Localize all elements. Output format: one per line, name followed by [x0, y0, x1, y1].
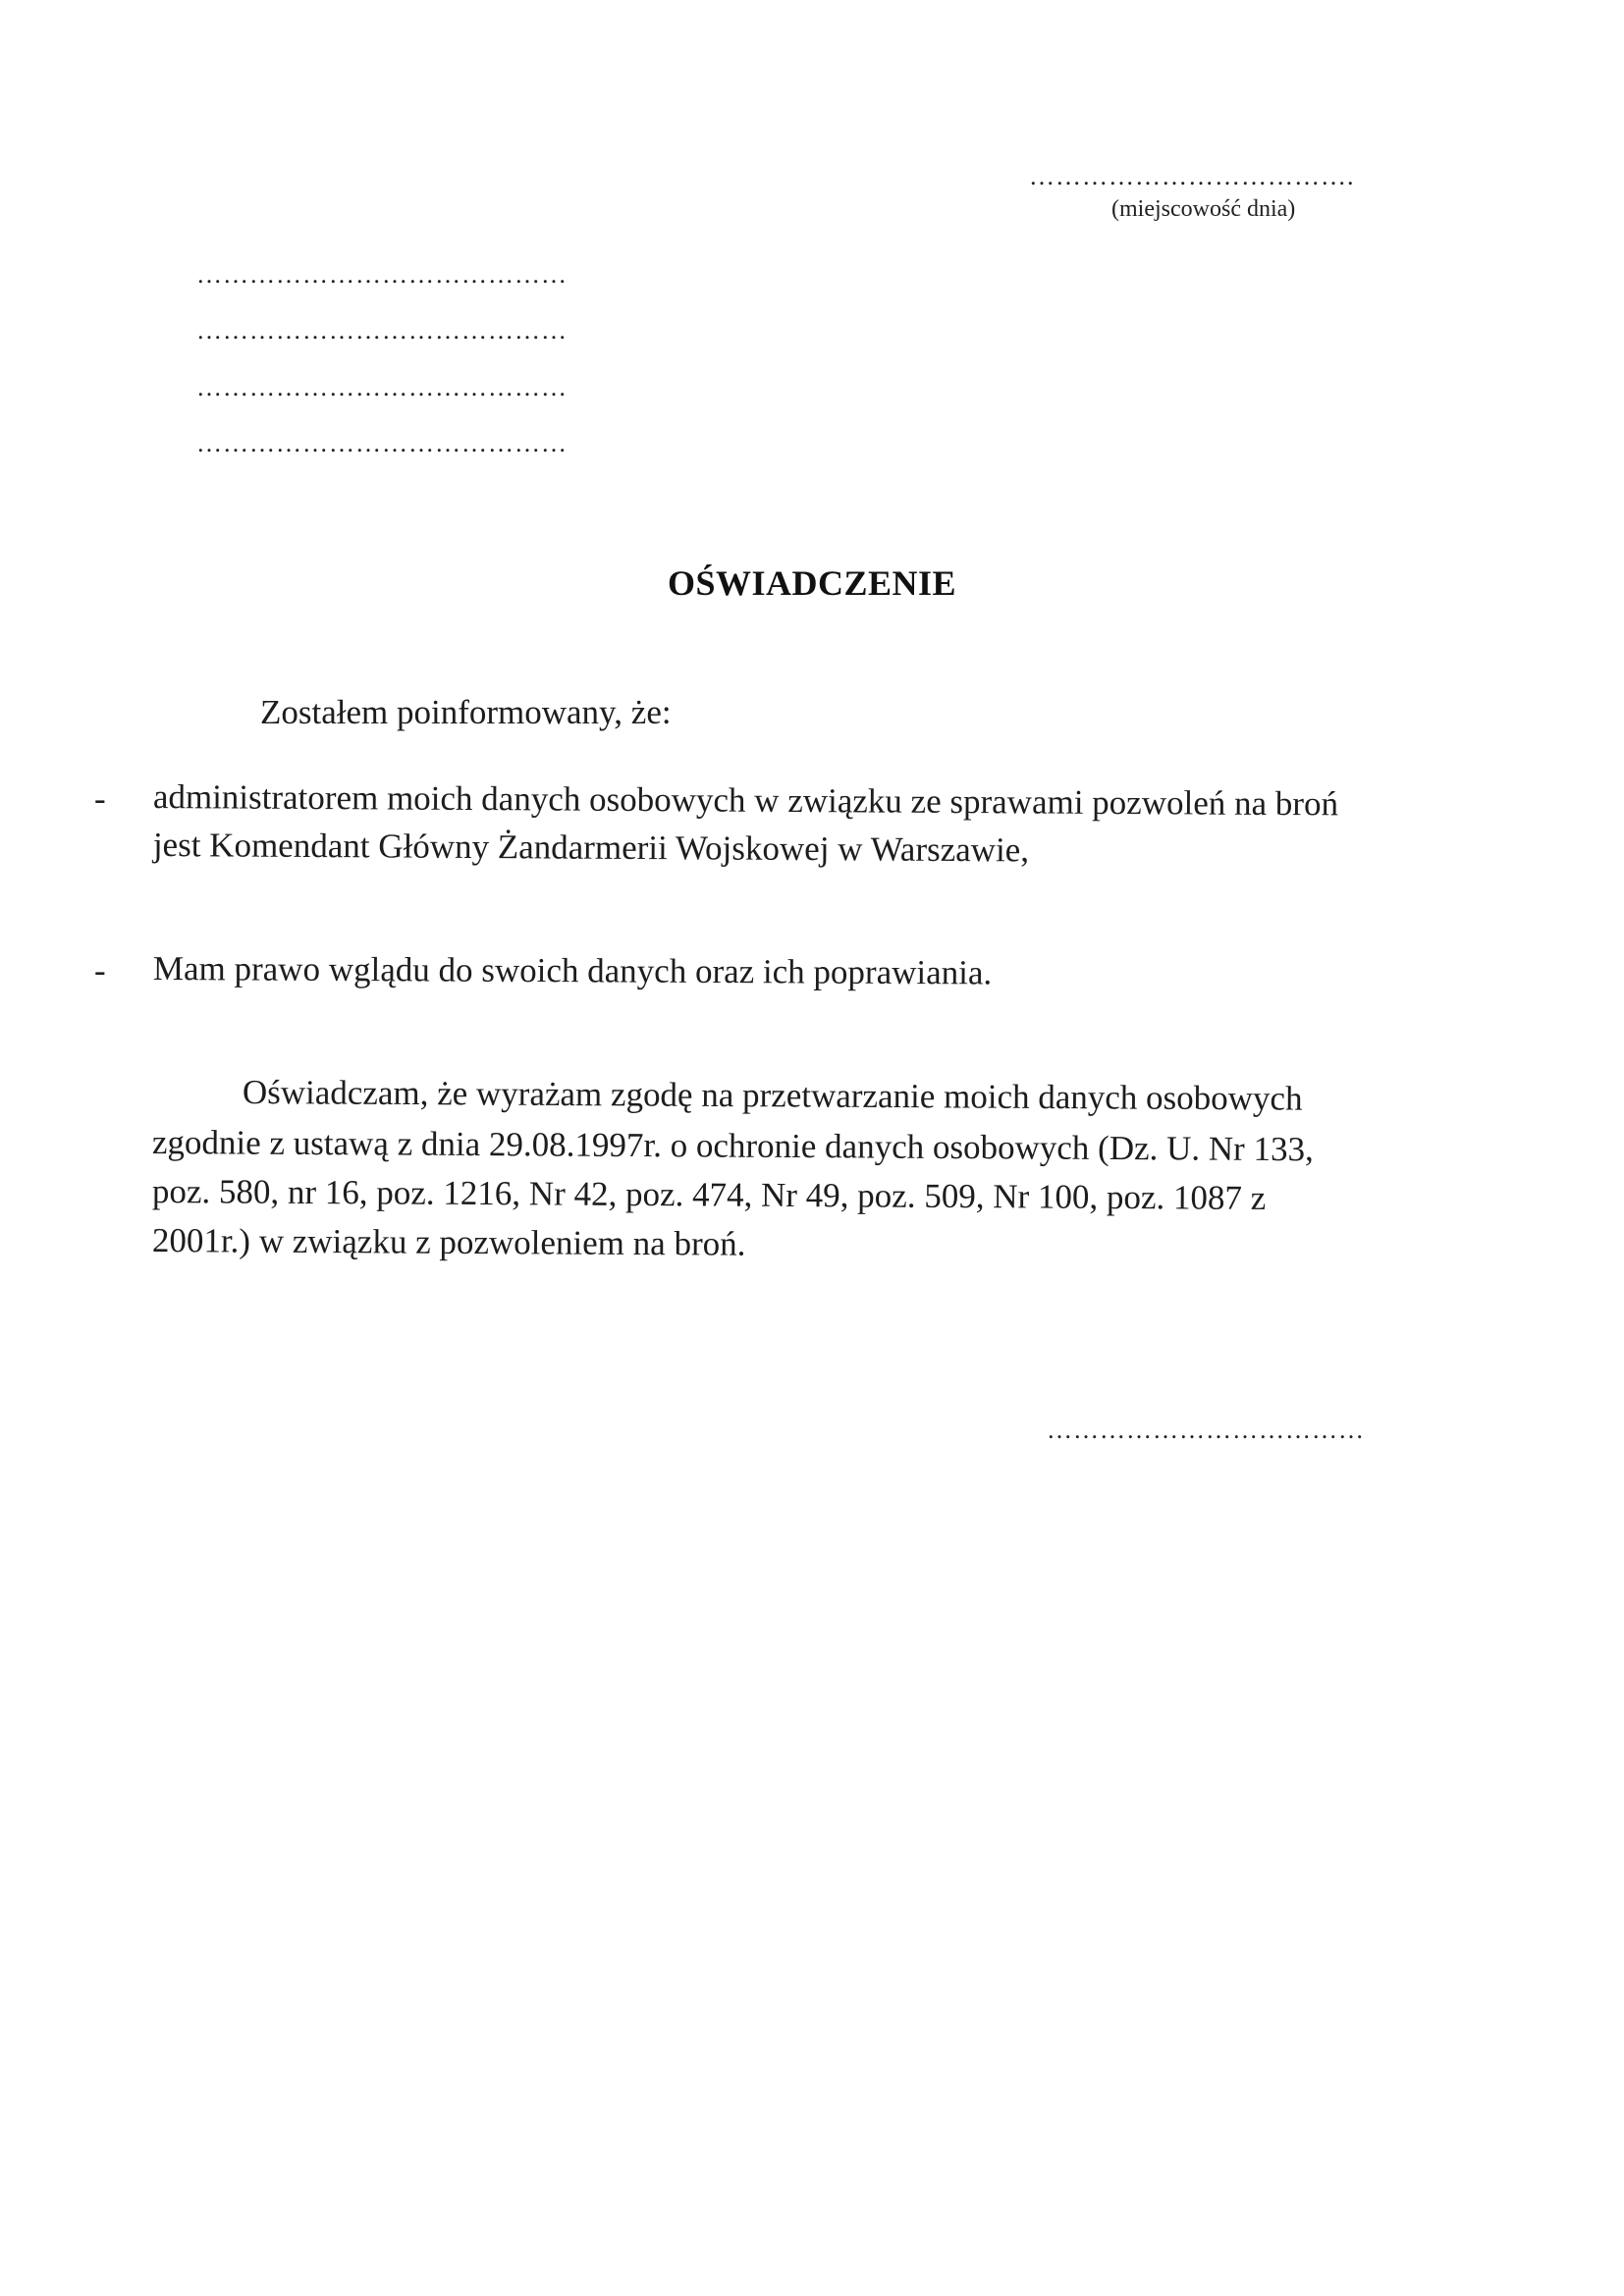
document-title: OŚWIADCZENIE — [667, 563, 957, 603]
address-line-4[interactable]: …………………………………… — [196, 429, 568, 457]
list-item-marker: - — [94, 779, 106, 818]
declaration-text: 2001r.) w związku z pozwoleniem na broń. — [151, 1221, 746, 1263]
address-line-2[interactable]: …………………………………… — [196, 316, 568, 345]
list-item-marker: - — [94, 951, 106, 989]
date-place-caption: (miejscowość dnia) — [1111, 196, 1296, 222]
intro-text: Zostałem poinformowany, że: — [260, 693, 672, 731]
date-place-line[interactable]: ………………………………. — [1029, 162, 1355, 190]
signature-line[interactable]: ……………………………… — [1047, 1415, 1365, 1444]
address-line-3[interactable]: …………………………………… — [196, 373, 568, 401]
list-item-text: jest Komendant Główny Żandarmerii Wojskowej w Warszawie, — [152, 826, 1030, 870]
list-item-text: Mam prawo wglądu do swoich danych oraz ich poprawiania. — [152, 949, 993, 992]
declaration-text: poz. 580, nr 16, poz. 1216, Nr 42, poz. 474, Nr 49, poz. 509, Nr 100, poz. 1087 z — [151, 1172, 1267, 1217]
declaration-text: Oświadczam, że wyrażam zgodę na przetwarzanie moich danych osobowych — [242, 1073, 1303, 1118]
declaration-text: zgodnie z ustawą z dnia 29.08.1997r. o ochronie danych osobowych (Dz. U. Nr 133, — [151, 1123, 1314, 1169]
address-line-1[interactable]: …………………………………… — [196, 260, 568, 289]
list-item-text: administratorem moich danych osobowych w związku ze sprawami pozwoleń na broń — [152, 777, 1339, 824]
